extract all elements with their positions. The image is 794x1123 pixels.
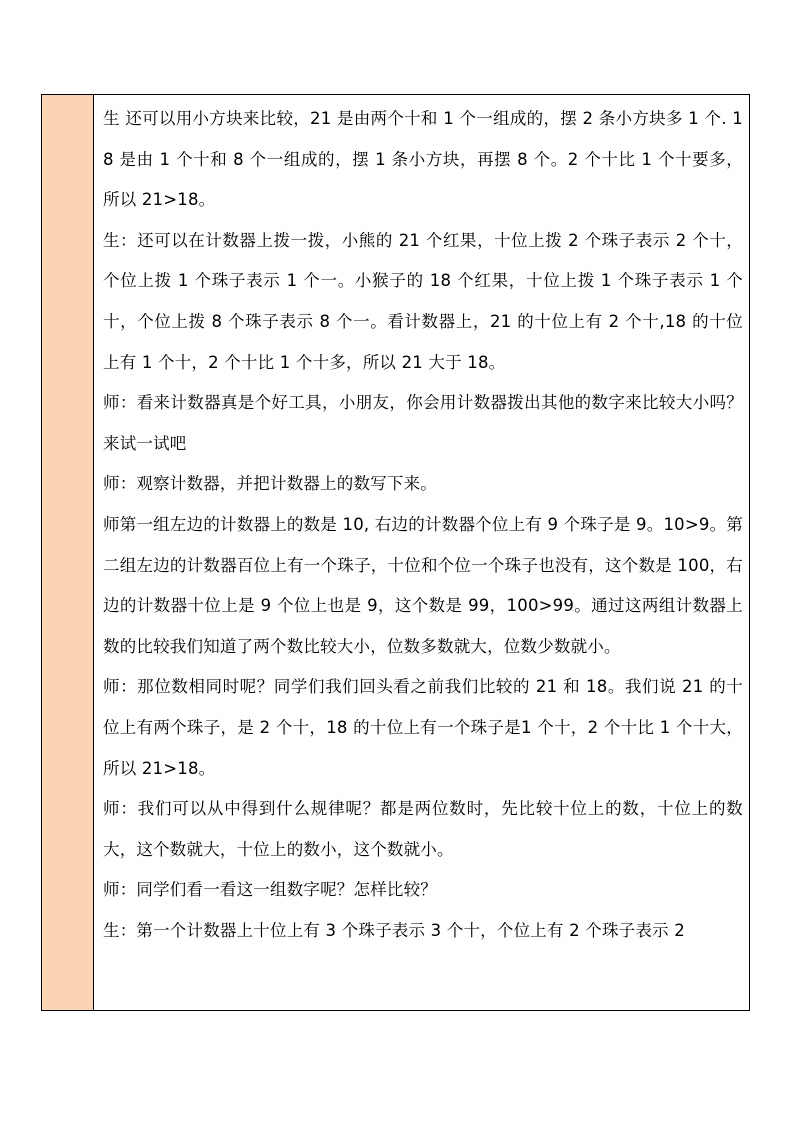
paragraph: 生：第一个计数器上十位上有 3 个珠子表示 3 个十，个位上有 2 个珠子表示 2 (103, 920, 685, 940)
paragraph: 生：还可以在计数器上拨一拨，小熊的 21 个红果，十位上拨 2 个珠子表示 2 个十，个位上拨 1 个珠子表示 1 个一。小猴子的 18 个红果，十位上拨 1 个珠子表示 1 个十，个位上拨 8 个珠子表示 8 个一。看计数器上，21 的十位上有 2 个十,18 的十位上有 1 个十，2 个十比 1 个十多，所以 21 大于 18。 (103, 230, 743, 372)
side-column (42, 95, 94, 1010)
paragraph: 师：同学们看一看这一组数字呢？怎样比较？ (103, 880, 437, 900)
paragraph: 师：那位数相同时呢？同学们我们回头看之前我们比较的 21 和 18。我们说 21 的十位上有两个珠子，是 2 个十，18 的十位上有一个珠子是1 个十，2 个十比 1 个十大，所以 21>18。 (103, 677, 743, 778)
lesson-table (41, 94, 750, 1011)
paragraph: 生 还可以用小方块来比较，21 是由两个十和 1 个一组成的，摆 2 条小方块多 1 个. 18 是由 1 个十和 8 个一组成的，摆 1 条小方块，再摆 8 个。2 个十比 1 个十要多，所以 21>18。 (103, 109, 743, 210)
paragraph: 师：观察计数器，并把计数器上的数写下来。 (103, 474, 437, 494)
content-cell (94, 95, 749, 1010)
paragraph: 师：看来计数器真是个好工具，小朋友，你会用计数器拨出其他的数字来比较大小吗？来试一试吧 (103, 393, 743, 453)
paragraph: 师第一组左边的计数器上的数是 10, 右边的计数器个位上有 9 个珠子是 9。10>9。第二组左边的计数器百位上有一个珠子，十位和个位一个珠子也没有，这个数是 100，右边的计数器十位上是 9 个位上也是 9，这个数是 99，100>99。通过这两组计数器上数的比较我们知道了两个数比较大小，位数多数就大，位数少数就小。 (103, 514, 743, 656)
paragraph: 师：我们可以从中得到什么规律呢？都是两位数时，先比较十位上的数，十位上的数大，这个数就大，十位上的数小，这个数就小。 (103, 799, 743, 859)
